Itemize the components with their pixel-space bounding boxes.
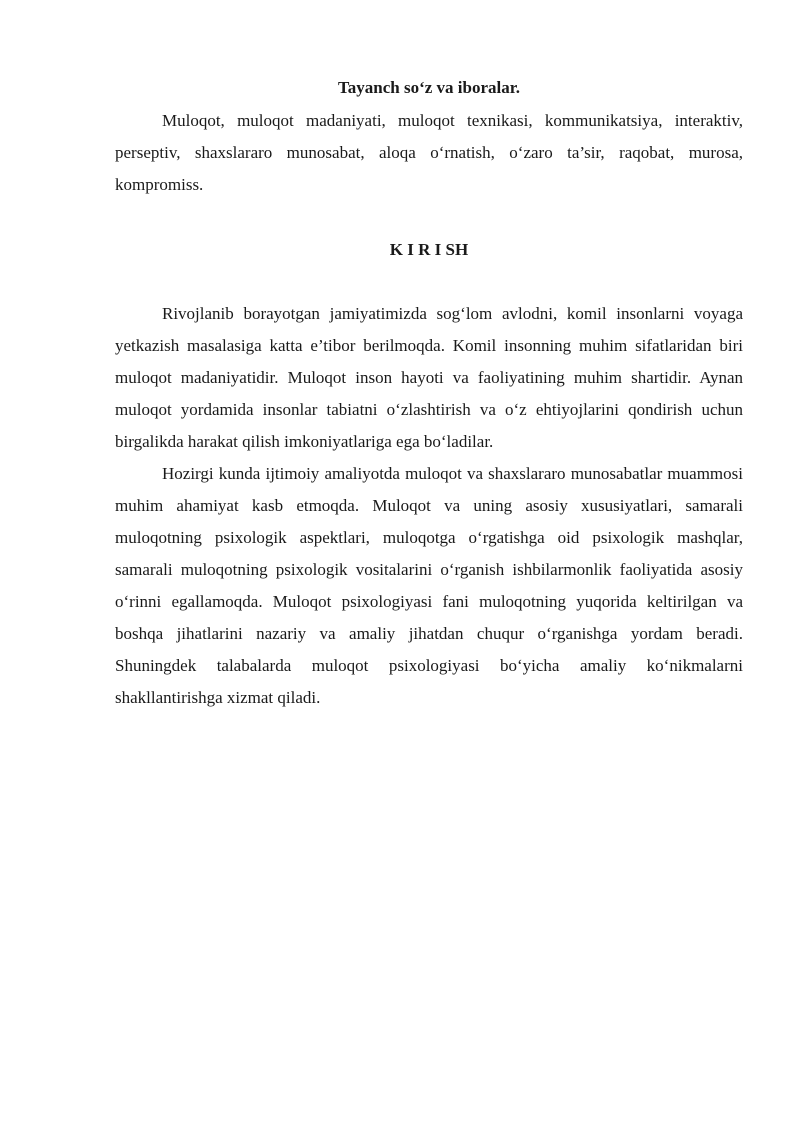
intro-paragraph-1: Rivojlanib borayotgan jamiyatimizda sog‘lom avlodni, komil insonlarni voyaga yetkazish masalasiga katta e’tibor berilmoqda. Komil insonning muhim sifatlaridan biri muloqot madaniyatidir. Muloqot inson hayoti va faoliyatining muhim shartidir. Aynan muloqot yordamida insonlar tabiatni o‘zlashtirish va o‘z ehtiyojlarini qondirish uchun birgalikda harakat qilish imkoniyatlariga ega bo‘ladilar. [115, 304, 743, 451]
keywords-text: Muloqot, muloqot madaniyati, muloqot texnikasi, kommunikatsiya, interaktiv, perseptiv, shaxslararo munosabat, aloqa o‘rnatish, o‘zaro ta’sir, raqobat, murosa, kompromiss. [115, 111, 743, 194]
intro-body [115, 298, 743, 714]
keywords-heading: Tayanch so‘z va iboralar. [338, 78, 520, 97]
intro-paragraph-2: Hozirgi kunda ijtimoiy amaliyotda muloqot va shaxslararo munosabatlar muammosi muhim ahamiyat kasb etmoqda. Muloqot va uning asosiy xususiyatlari, samarali muloqotning psixologik aspektlari, muloqotga o‘rgatishga oid psixologik mashqlar, samarali muloqotning psixologik vositalarini o‘rganish ishbilarmonlik faoliyatida asosiy o‘rinni egallamoqda. Muloqot psixologiyasi fani muloqotning yuqorida keltirilgan va boshqa jihatlarini nazariy va amaliy jihatdan chuqur o‘rganishga yordam beradi. Shuningdek talabalarda muloqot psixologiyasi bo‘yicha amaliy ko‘nikmalarni shakllantirishga xizmat qiladi. [115, 464, 743, 707]
intro-heading: K I R I SH [389, 240, 469, 259]
